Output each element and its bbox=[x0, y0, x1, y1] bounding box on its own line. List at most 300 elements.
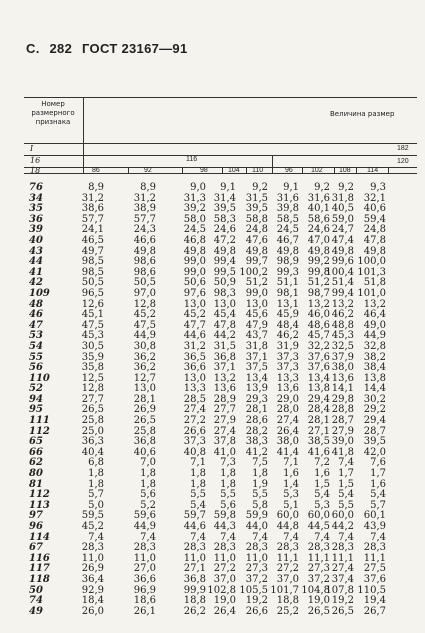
table-cell: 36,8 bbox=[213, 351, 236, 363]
table-cell: 27,2 bbox=[213, 563, 236, 575]
table-cell: 31,6 bbox=[276, 192, 299, 204]
table-cell: 44,5 bbox=[307, 521, 330, 532]
table-cell: 7,4 bbox=[140, 531, 156, 543]
table-cell: 59,6 bbox=[133, 510, 156, 522]
row-id-1: I bbox=[30, 144, 34, 153]
table-cell: 48,8 bbox=[331, 319, 354, 331]
table-cell: 100,2 bbox=[239, 266, 268, 278]
table-cell: 31,8 bbox=[245, 340, 268, 352]
table-cell: 41,2 bbox=[245, 446, 268, 458]
table-cell: 47,9 bbox=[245, 319, 268, 331]
table-cell: 25,0 bbox=[81, 425, 104, 437]
table-cell: 45,9 bbox=[276, 309, 299, 321]
table-cell: 37,2 bbox=[307, 573, 330, 585]
table-cell: 30,8 bbox=[133, 340, 156, 352]
row-id: 50 bbox=[29, 584, 43, 596]
table-cell: 12,7 bbox=[133, 372, 156, 384]
table-cell: 1,7 bbox=[370, 468, 386, 480]
table-cell: 1,4 bbox=[283, 478, 299, 490]
table-cell: 37,6 bbox=[307, 351, 330, 363]
table-cell: 11,0 bbox=[245, 552, 268, 564]
table-cell: 46,2 bbox=[331, 309, 354, 321]
table-cell: 27,4 bbox=[213, 425, 236, 437]
table-cell: 102,8 bbox=[207, 584, 236, 596]
table-cell: 27,4 bbox=[276, 415, 299, 427]
table-cell: 29,3 bbox=[245, 393, 268, 405]
table-cell: 35,8 bbox=[81, 362, 104, 374]
table-cell: 13,0 bbox=[133, 383, 156, 395]
table-cell: 5,4 bbox=[190, 499, 206, 511]
table-cell: 13,0 bbox=[183, 372, 206, 384]
table-cell: 5,3 bbox=[314, 499, 330, 511]
table-cell: 99,0 bbox=[245, 287, 268, 299]
table-cell: 9,1 bbox=[220, 182, 236, 193]
table-cell: 37,3 bbox=[183, 436, 206, 448]
table-cell: 26,5 bbox=[133, 415, 156, 427]
table-cell: 26,5 bbox=[331, 605, 354, 617]
data-table bbox=[24, 183, 417, 617]
table-cell: 1,8 bbox=[140, 468, 156, 480]
table-cell: 7,4 bbox=[88, 531, 104, 543]
table-cell: 46,4 bbox=[363, 309, 386, 321]
table-cell: 44,6 bbox=[183, 330, 206, 342]
table-cell: 13,6 bbox=[213, 383, 236, 395]
table-cell: 28,1 bbox=[245, 404, 268, 416]
table-cell: 14,4 bbox=[363, 383, 386, 395]
table-cell: 7,0 bbox=[140, 457, 156, 469]
table-cell: 59,7 bbox=[183, 510, 206, 522]
table-cell: 24,8 bbox=[245, 224, 268, 236]
table-cell: 1,8 bbox=[220, 478, 236, 490]
table-cell: 39,2 bbox=[183, 203, 206, 215]
table-cell: 40,4 bbox=[81, 446, 104, 458]
table-cell: 24,8 bbox=[363, 224, 386, 236]
table-cell: 46,8 bbox=[183, 234, 206, 246]
table-cell: 26,9 bbox=[81, 563, 104, 575]
table-cell: 19,2 bbox=[245, 595, 268, 607]
table-cell: 38,4 bbox=[363, 362, 386, 374]
row-id: 44 bbox=[29, 256, 43, 268]
table-cell: 24,5 bbox=[183, 224, 206, 236]
table-cell: 24,3 bbox=[133, 224, 156, 236]
table-cell: 7,6 bbox=[370, 457, 386, 469]
row-id: 66 bbox=[29, 446, 43, 458]
table-cell: 38,9 bbox=[133, 203, 156, 215]
table-cell: 27,7 bbox=[81, 393, 104, 405]
table-cell: 47,5 bbox=[133, 319, 156, 331]
table-cell: 12,8 bbox=[81, 383, 104, 395]
table-cell: 31,8 bbox=[331, 192, 354, 204]
table-cell: 47,6 bbox=[245, 234, 268, 246]
row-id: 95 bbox=[29, 404, 43, 416]
col-header-5: 96 bbox=[285, 167, 293, 174]
table-cell: 28,8 bbox=[331, 404, 354, 416]
table-cell: 5,4 bbox=[338, 489, 354, 501]
table-cell: 13,2 bbox=[307, 298, 330, 310]
table-cell: 28,1 bbox=[133, 393, 156, 405]
table-cell: 5,5 bbox=[252, 489, 268, 501]
row-id: 55 bbox=[29, 351, 43, 363]
table-cell: 1,8 bbox=[190, 468, 206, 480]
table-cell: 1,9 bbox=[252, 478, 268, 490]
row-id: 67 bbox=[29, 542, 43, 554]
table-cell: 49,8 bbox=[331, 245, 354, 257]
table-cell: 51,8 bbox=[363, 277, 386, 289]
table-cell: 24,6 bbox=[213, 224, 236, 236]
table-cell: 45,3 bbox=[81, 330, 104, 342]
table-cell: 101,3 bbox=[357, 266, 386, 278]
table-cell: 49,8 bbox=[183, 245, 206, 257]
table-cell: 58,0 bbox=[183, 213, 206, 225]
table-cell: 58,3 bbox=[213, 213, 236, 225]
table-cell: 7,4 bbox=[283, 531, 299, 543]
table-cell: 60,0 bbox=[331, 510, 354, 522]
table-cell: 37,9 bbox=[331, 351, 354, 363]
table-cell: 9,2 bbox=[252, 182, 268, 193]
table-cell: 99,9 bbox=[183, 584, 206, 596]
table-cell: 50,5 bbox=[133, 277, 156, 289]
table-cell: 47,0 bbox=[307, 234, 330, 246]
table-cell: 27,1 bbox=[183, 563, 206, 575]
table-cell: 37,4 bbox=[331, 573, 354, 585]
table-cell: 39,5 bbox=[245, 203, 268, 215]
table-cell: 31,2 bbox=[133, 192, 156, 204]
table-cell: 18,8 bbox=[183, 595, 206, 607]
table-cell: 5,5 bbox=[220, 489, 236, 501]
table-cell: 1,8 bbox=[190, 478, 206, 490]
table-cell: 29,4 bbox=[363, 415, 386, 427]
table-cell: 37,6 bbox=[363, 573, 386, 585]
table-cell: 5,7 bbox=[370, 499, 386, 511]
table-cell: 11,0 bbox=[133, 552, 156, 564]
table-cell: 32,2 bbox=[307, 340, 330, 352]
table-cell: 12,8 bbox=[133, 298, 156, 310]
table-cell: 59,5 bbox=[81, 510, 104, 522]
table-cell: 31,4 bbox=[213, 192, 236, 204]
table-cell: 96,9 bbox=[133, 584, 156, 596]
table-cell: 99,3 bbox=[276, 266, 299, 278]
table-cell: 100,4 bbox=[325, 266, 354, 278]
page-number: 282 bbox=[49, 41, 73, 56]
table-cell: 26,1 bbox=[133, 605, 156, 617]
table-cell: 28,3 bbox=[307, 542, 330, 554]
col-header-8: 114 bbox=[367, 167, 379, 174]
table-cell: 36,3 bbox=[81, 436, 104, 448]
row-id: 48 bbox=[29, 298, 43, 310]
table-cell: 13,2 bbox=[331, 298, 354, 310]
table-cell: 13,3 bbox=[183, 383, 206, 395]
table-cell: 39,0 bbox=[331, 436, 354, 448]
table-cell: 8,9 bbox=[140, 182, 156, 193]
table-cell: 37,2 bbox=[245, 573, 268, 585]
table-cell: 51,4 bbox=[331, 277, 354, 289]
table-header bbox=[24, 97, 417, 173]
table-cell: 37,0 bbox=[213, 573, 236, 585]
table-cell: 38,2 bbox=[363, 351, 386, 363]
table-row bbox=[24, 575, 417, 586]
table-cell: 98,5 bbox=[81, 266, 104, 278]
table-cell: 5,5 bbox=[338, 499, 354, 511]
table-cell: 36,6 bbox=[133, 573, 156, 585]
table-cell: 5,2 bbox=[140, 499, 156, 511]
table-cell: 38,6 bbox=[81, 203, 104, 215]
table-cell: 11,0 bbox=[81, 552, 104, 564]
table-cell: 44,2 bbox=[213, 330, 236, 342]
table-cell: 27,3 bbox=[307, 563, 330, 575]
table-cell: 41,4 bbox=[276, 446, 299, 458]
table-cell: 19,0 bbox=[307, 595, 330, 607]
table-cell: 44,6 bbox=[183, 521, 206, 532]
table-cell: 1,7 bbox=[338, 468, 354, 480]
table-cell: 31,2 bbox=[81, 192, 104, 204]
table-cell: 40,5 bbox=[331, 203, 354, 215]
table-cell: 44,9 bbox=[363, 330, 386, 342]
table-cell: 59,9 bbox=[245, 510, 268, 522]
col-header-3: 104 bbox=[228, 167, 240, 174]
table-cell: 28,3 bbox=[245, 542, 268, 554]
table-cell: 105,5 bbox=[239, 584, 268, 596]
table-cell: 12,5 bbox=[81, 372, 104, 384]
table-cell: 13,6 bbox=[276, 383, 299, 395]
table-cell: 12,6 bbox=[81, 298, 104, 310]
table-cell: 57,7 bbox=[81, 213, 104, 225]
table-cell: 46,5 bbox=[81, 234, 104, 246]
table-cell: 13,9 bbox=[245, 383, 268, 395]
table-cell: 60,0 bbox=[276, 510, 299, 522]
table-cell: 11,0 bbox=[213, 552, 236, 564]
col-header-6: 102 bbox=[311, 167, 323, 174]
table-cell: 13,4 bbox=[245, 372, 268, 384]
table-cell: 26,5 bbox=[307, 605, 330, 617]
table-cell: 13,8 bbox=[363, 372, 386, 384]
table-cell: 37,6 bbox=[307, 362, 330, 374]
table-cell: 29,0 bbox=[276, 393, 299, 405]
row-id: 53 bbox=[29, 330, 43, 342]
table-cell: 47,4 bbox=[331, 234, 354, 246]
table-cell: 26,7 bbox=[363, 605, 386, 617]
table-cell: 27,3 bbox=[245, 563, 268, 575]
table-row bbox=[24, 522, 417, 533]
table-cell: 13,6 bbox=[331, 372, 354, 384]
table-cell: 48,4 bbox=[276, 319, 299, 331]
table-cell: 7,4 bbox=[338, 457, 354, 469]
table-cell: 37,5 bbox=[245, 362, 268, 374]
row-id-16: 16 bbox=[30, 156, 41, 165]
table-cell: 5,5 bbox=[190, 489, 206, 501]
table-cell: 7,4 bbox=[338, 531, 354, 543]
table-cell: 1,6 bbox=[314, 468, 330, 480]
table-cell: 7,4 bbox=[220, 531, 236, 543]
table-row bbox=[24, 236, 417, 247]
table-cell: 49,8 bbox=[133, 245, 156, 257]
table-cell: 7,4 bbox=[314, 531, 330, 543]
table-cell: 99,0 bbox=[183, 266, 206, 278]
page-prefix: С. bbox=[26, 41, 40, 56]
table-cell: 11,1 bbox=[331, 552, 354, 564]
table-cell: 36,6 bbox=[183, 362, 206, 374]
table-cell: 29,8 bbox=[331, 393, 354, 405]
table-row bbox=[24, 607, 417, 618]
table-cell: 31,6 bbox=[307, 192, 330, 204]
table-cell: 41,8 bbox=[331, 446, 354, 458]
row-id: 36 bbox=[29, 213, 43, 225]
table-cell: 99,6 bbox=[331, 256, 354, 268]
row-id: 54 bbox=[29, 340, 43, 352]
table-cell: 13,0 bbox=[183, 298, 206, 310]
table-cell: 26,9 bbox=[133, 404, 156, 416]
table-cell: 9,2 bbox=[314, 182, 330, 193]
table-cell: 9,0 bbox=[190, 182, 206, 193]
row-id: 81 bbox=[29, 478, 43, 490]
table-cell: 27,2 bbox=[183, 415, 206, 427]
table-cell: 5,4 bbox=[314, 489, 330, 501]
table-cell: 58,8 bbox=[245, 213, 268, 225]
table-cell: 14,1 bbox=[331, 383, 354, 395]
table-cell: 13,0 bbox=[213, 298, 236, 310]
table-cell: 31,5 bbox=[213, 340, 236, 352]
table-cell: 24,1 bbox=[81, 224, 104, 236]
table-cell: 26,6 bbox=[183, 425, 206, 437]
table-cell: 18,6 bbox=[133, 595, 156, 607]
row-id-18: 18 bbox=[30, 166, 41, 175]
col-header-4: 110 bbox=[252, 167, 264, 174]
table-cell: 41,0 bbox=[213, 446, 236, 458]
table-cell: 43,7 bbox=[245, 330, 268, 342]
table-cell: 28,3 bbox=[276, 542, 299, 554]
table-cell: 5,4 bbox=[370, 489, 386, 501]
table-cell: 26,0 bbox=[81, 605, 104, 617]
table-cell: 98,9 bbox=[276, 256, 299, 268]
table-cell: 40,6 bbox=[133, 446, 156, 458]
page-header bbox=[26, 41, 193, 56]
row-id: 76 bbox=[29, 182, 43, 193]
table-cell: 27,9 bbox=[213, 415, 236, 427]
table-cell: 13,2 bbox=[213, 372, 236, 384]
table-cell: 9,2 bbox=[338, 182, 354, 193]
table-cell: 5,6 bbox=[220, 499, 236, 511]
table-cell: 32,5 bbox=[331, 340, 354, 352]
table-cell: 51,1 bbox=[276, 277, 299, 289]
table-cell: 7,2 bbox=[314, 457, 330, 469]
table-cell: 44,3 bbox=[213, 521, 236, 532]
table-cell: 37,1 bbox=[245, 351, 268, 363]
table-cell: 28,3 bbox=[183, 542, 206, 554]
table-cell: 36,2 bbox=[133, 362, 156, 374]
table-cell: 19,0 bbox=[213, 595, 236, 607]
height-value: 182 bbox=[397, 145, 409, 152]
table-cell: 28,2 bbox=[245, 425, 268, 437]
table-cell: 13,1 bbox=[276, 298, 299, 310]
row-id: 114 bbox=[29, 531, 50, 543]
table-cell: 98,5 bbox=[81, 256, 104, 268]
table-cell: 11,1 bbox=[363, 552, 386, 564]
table-cell: 99,0 bbox=[183, 256, 206, 268]
table-cell: 11,1 bbox=[307, 552, 330, 564]
table-cell: 49,8 bbox=[307, 245, 330, 257]
table-cell: 46,0 bbox=[307, 309, 330, 321]
table-cell: 28,3 bbox=[331, 542, 354, 554]
table-cell: 98,7 bbox=[307, 287, 330, 299]
row-id: 35 bbox=[29, 203, 43, 215]
table-cell: 36,8 bbox=[133, 436, 156, 448]
table-cell: 40,1 bbox=[307, 203, 330, 215]
table-cell: 6,8 bbox=[88, 457, 104, 469]
table-cell: 97,6 bbox=[183, 287, 206, 299]
row-id: 43 bbox=[29, 245, 43, 257]
table-cell: 26,5 bbox=[81, 404, 104, 416]
table-cell: 59,8 bbox=[213, 510, 236, 522]
table-cell: 92,9 bbox=[81, 584, 104, 596]
row-id: 34 bbox=[29, 192, 43, 204]
table-cell: 38,0 bbox=[331, 362, 354, 374]
table-cell: 32,1 bbox=[363, 192, 386, 204]
table-cell: 98,1 bbox=[276, 287, 299, 299]
table-cell: 44,2 bbox=[331, 521, 354, 532]
table-cell: 39,5 bbox=[213, 203, 236, 215]
table-cell: 38,3 bbox=[245, 436, 268, 448]
table-cell: 26,4 bbox=[276, 425, 299, 437]
table-cell: 44,8 bbox=[276, 521, 299, 532]
table-cell: 57,7 bbox=[133, 213, 156, 225]
table-cell: 7,4 bbox=[252, 531, 268, 543]
table-cell: 101,7 bbox=[270, 584, 299, 596]
table-cell: 45,2 bbox=[133, 309, 156, 321]
row-id: 65 bbox=[29, 436, 43, 448]
table-cell: 1,5 bbox=[338, 478, 354, 490]
group-120: 120 bbox=[397, 158, 409, 165]
row-id: 112 bbox=[29, 489, 50, 501]
row-id: 110 bbox=[29, 372, 50, 384]
table-cell: 46,6 bbox=[133, 234, 156, 246]
table-cell: 37,3 bbox=[276, 351, 299, 363]
table-cell: 28,3 bbox=[363, 542, 386, 554]
table-cell: 26,4 bbox=[213, 605, 236, 617]
table-cell: 100,0 bbox=[357, 256, 386, 268]
table-cell: 18,4 bbox=[81, 595, 104, 607]
table-cell: 26,6 bbox=[245, 605, 268, 617]
col-header-1: 92 bbox=[144, 167, 152, 174]
table-cell: 97,0 bbox=[133, 287, 156, 299]
table-cell: 1,8 bbox=[252, 468, 268, 480]
table-cell: 28,3 bbox=[133, 542, 156, 554]
row-id: 62 bbox=[29, 457, 43, 469]
row-id: 74 bbox=[29, 595, 43, 607]
table-cell: 59,4 bbox=[363, 213, 386, 225]
row-id: 109 bbox=[29, 287, 50, 299]
table-cell: 5,8 bbox=[252, 499, 268, 511]
table-cell: 5,1 bbox=[283, 499, 299, 511]
table-cell: 36,5 bbox=[183, 351, 206, 363]
table-cell: 31,2 bbox=[183, 340, 206, 352]
table-cell: 28,3 bbox=[81, 542, 104, 554]
table-cell: 27,9 bbox=[331, 425, 354, 437]
table-cell: 45,7 bbox=[307, 330, 330, 342]
table-cell: 28,5 bbox=[183, 393, 206, 405]
table-cell: 5,3 bbox=[283, 489, 299, 501]
table-cell: 45,2 bbox=[81, 521, 104, 532]
table-cell: 59,0 bbox=[331, 213, 354, 225]
table-cell: 31,5 bbox=[245, 192, 268, 204]
table-cell: 47,2 bbox=[213, 234, 236, 246]
table-cell: 51,2 bbox=[245, 277, 268, 289]
table-cell: 49,8 bbox=[213, 245, 236, 257]
table-cell: 25,2 bbox=[276, 605, 299, 617]
table-cell: 31,9 bbox=[276, 340, 299, 352]
table-cell: 40,6 bbox=[363, 203, 386, 215]
table-cell: 27,7 bbox=[213, 404, 236, 416]
table-cell: 24,6 bbox=[307, 224, 330, 236]
table-cell: 7,1 bbox=[190, 457, 206, 469]
